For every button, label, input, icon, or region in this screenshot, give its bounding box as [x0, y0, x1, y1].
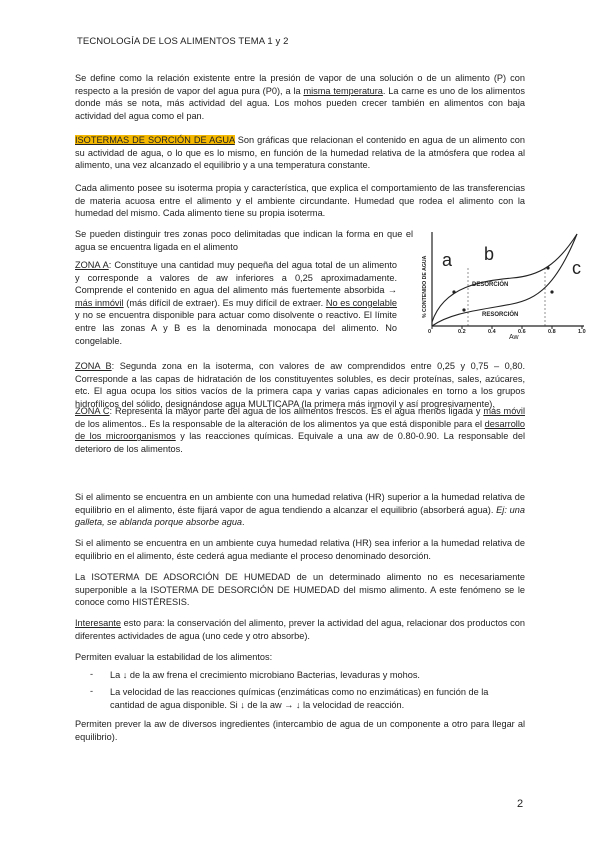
paragraph-interesante: Interesante esto para: la conservación del alimento, prever la actividad del agua, relacionar dos productos con diferentes actividades de agua (uno cede y otro absorbe). — [75, 618, 525, 641]
x-tick-label: 0.4 — [488, 329, 496, 335]
paragraph-isoterma-propia: Cada alimento posee su isoterma propia y característica, que explica el comportamiento de las transferencias de materia acuosa entre el alimento y el ambiente circundante. Humedad que rodea el alimento con la humedad del mismo. Cada alimento tiene su propia isoterma. — [75, 183, 525, 219]
x-tick-label: 0.6 — [518, 329, 526, 335]
point — [462, 308, 465, 311]
paragraph-zona-b: ZONA B: Segunda zona en la isoterma, con valores de aw comprendidos entre 0,25 y 0,75 – 0,80. Corresponde a las capas de hidratación de los constituyentes solubles, es decir proteínas, sales, azúcares, etc. El agua ocupa los sitios vacíos de la primera capa y varias capas adicionales en torno a los grupos hidrofílicos del sólido, designándose agua MULTICAPA (la primera más inmovil y así progresivamente). — [75, 361, 526, 409]
zone-a-label: a — [442, 250, 453, 270]
paragraph-zona-c: ZONA C: Representa la mayor parte del agua de los alimentos frescos. Es el agua menos ligada y más móvil de los alimentos.. Es la responsable de la alteración de los alimentos ya que está disponible para el desarrollo de los microorganismos y las reacciones químicas. Equivale a una aw de 0.80-0.90. La responsable del deterioro de los alimentos. — [75, 406, 525, 454]
point — [550, 290, 553, 293]
x-tick-label: 1.0 — [578, 329, 586, 335]
bullet-marker: - — [90, 686, 94, 696]
zone-c-label: c — [572, 258, 581, 278]
point — [452, 290, 455, 293]
paragraph-zonas-intro: Se pueden distinguir tres zonas poco delimitadas que indican la forma en que el agua se encuentra ligada en el alimento — [75, 229, 413, 252]
paragraph-definition: Se define como la relación existente entre la presión de vapor de una solución o de un alimento (P) con respecto a la presión de vapor del agua pura (P0), a la misma temperatura. La carne es uno de los alimentos donde más se nota, más actividad del agua. Los mohos pueden crecer también en alimentos con baja actividad del agua como el pan. — [75, 73, 525, 121]
isotherm-figure — [412, 226, 592, 342]
x-tick-label: 0 — [428, 329, 432, 335]
figure-xlabel: Aw — [509, 334, 519, 341]
paragraph-zona-a: ZONA A: Constituye una cantidad muy pequeña del agua total de un alimento y corresponde a valores de aw inferiores a 0,25 aproximadamente. Comprende el contenido en agua del alimento más fuertemente absorbida → más inmóvil (más difícil de extraer). Es muy difícil de extraer. No es congelable y no se encuentra disponible para actuar como disolvente o reactivo. El límite entre las zonas A y B es la denominada monocapa del alimento. No congelable. — [75, 260, 398, 346]
paragraph-histeresis: La ISOTERMA DE ADSORCIÓN DE HUMEDAD de un determinado alimento no es necesariamente superponible a la ISOTERMA DE DESORCIÓN DE HUMEDAD del mismo alimento. A este fenómeno se le conoce como HISTÉRESIS. — [75, 572, 525, 608]
point — [546, 266, 549, 269]
zone-b-label: b — [484, 244, 495, 264]
page-number: 2 — [517, 798, 524, 810]
figure-ylabel: % CONTENIDO DE AGUA — [422, 255, 428, 318]
desorcion-label: DESORCIÓN — [472, 282, 509, 288]
paragraph-isotermas: ISOTERMAS DE SORCIÓN DE AGUA Son gráficas que relacionan el contenido en agua de un alimento con su actividad de agua, o lo que es lo mismo, en función de la humedad relativa de la atmósfera que rodea al alimento, una vez alcanzado el equilibrio y a una temperatura constante. — [75, 135, 525, 171]
list-item: La ↓ de la aw frena el crecimiento microbiano Bacterias, levaduras y mohos. — [110, 670, 420, 680]
paragraph-prever-aw: Permiten prever la aw de diversos ingredientes (intercambio de agua de un componente a otro para llegar al equilibrio). — [75, 719, 525, 742]
bullet-marker: - — [90, 669, 94, 679]
x-tick-label: 0.2 — [458, 329, 466, 335]
page-header: TECNOLOGÍA DE LOS ALIMENTOS TEMA 1 y 2 — [77, 36, 289, 47]
paragraph-estabilidad: Permiten evaluar la estabilidad de los alimentos: — [75, 652, 273, 662]
list-item: La velocidad de las reacciones químicas (enzimáticas como no enzimáticas) en función de la cantidad de agua disponible. Si ↓ de la aw → ↓ la velocidad de reacción. — [110, 687, 489, 710]
desorcion-curve — [432, 234, 577, 322]
x-axis-ticks — [428, 326, 586, 335]
resorcion-label: RESORCIÓN — [482, 312, 519, 318]
highlighted-title: ISOTERMAS DE SORCIÓN DE AGUA — [75, 135, 235, 145]
paragraph-absorcion: Si el alimento se encuentra en un ambiente con una humedad relativa (HR) superior a la humedad relativa de equilibrio en el alimento, éste fijará vapor de agua tendiendo a alcanzar el equilibrio (absorberá agua). Ej: una galleta, se ablanda porque absorbe agua. — [75, 492, 525, 528]
paragraph-desorcion: Si el alimento se encuentra en un ambiente cuya humedad relativa (HR) sea inferior a la humedad relativa de equilibrio en el alimento, éste cederá agua mediante el proceso denominado desorción. — [75, 538, 525, 561]
x-tick-label: 0.8 — [548, 329, 556, 335]
